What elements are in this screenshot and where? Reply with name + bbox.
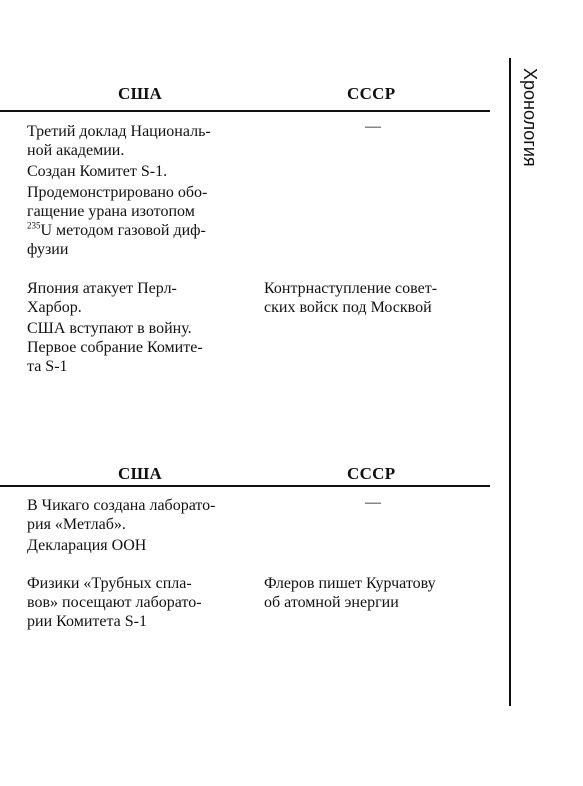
table-cell-usa xyxy=(27,122,257,259)
column-header-ussr: СССР xyxy=(347,464,396,483)
table-cell-usa xyxy=(27,496,257,555)
sidebar-title-text: Хронология xyxy=(520,68,540,167)
event-text: Флеров пишет Курчатову об атомной энергии xyxy=(264,575,436,611)
table-header-row xyxy=(0,80,490,110)
event-text: Контрнаступление совет- ских войск под Москвой xyxy=(264,280,438,316)
sidebar-title xyxy=(510,68,540,188)
header-divider xyxy=(0,485,490,487)
event-text: Япония атакует Перл- Харбор. xyxy=(27,280,177,316)
table-cell-ussr xyxy=(264,279,479,317)
header-divider xyxy=(0,110,490,112)
event-text-part: U методом газовой диф- фузии xyxy=(27,222,206,258)
chronology-table-2 xyxy=(0,420,490,786)
column-header-ussr: СССР xyxy=(347,84,396,103)
empty-dash: — xyxy=(365,494,381,511)
event-text: Декларация ООН xyxy=(27,537,147,554)
event-text: В Чикаго создана лаборато- рия «Метлаб». xyxy=(27,497,216,533)
event-text: Третий доклад Националь- ной академии. xyxy=(27,123,211,159)
event-text-part: Продемонстрировано обо- гащение урана изотопом xyxy=(27,184,208,220)
chronology-table-1 xyxy=(0,0,490,420)
table-cell-ussr-empty xyxy=(358,117,388,136)
table-cell-ussr xyxy=(264,574,479,612)
column-header-usa: США xyxy=(118,464,163,483)
table-cell-usa xyxy=(27,574,257,631)
isotope-mass-number: 235 xyxy=(27,220,41,231)
table-cell-usa xyxy=(27,279,257,376)
event-text xyxy=(27,183,257,259)
event-text: Создан Комитет S-1. xyxy=(27,163,168,180)
event-text: Физики «Трубных спла- вов» посещают лаборато- рии Комитета S-1 xyxy=(27,575,202,630)
table-cell-ussr-empty xyxy=(358,493,388,512)
event-text: США вступают в войну. Первое собрание Комите- та S-1 xyxy=(27,320,203,375)
empty-dash: — xyxy=(365,118,381,135)
column-header-usa: США xyxy=(118,84,163,103)
